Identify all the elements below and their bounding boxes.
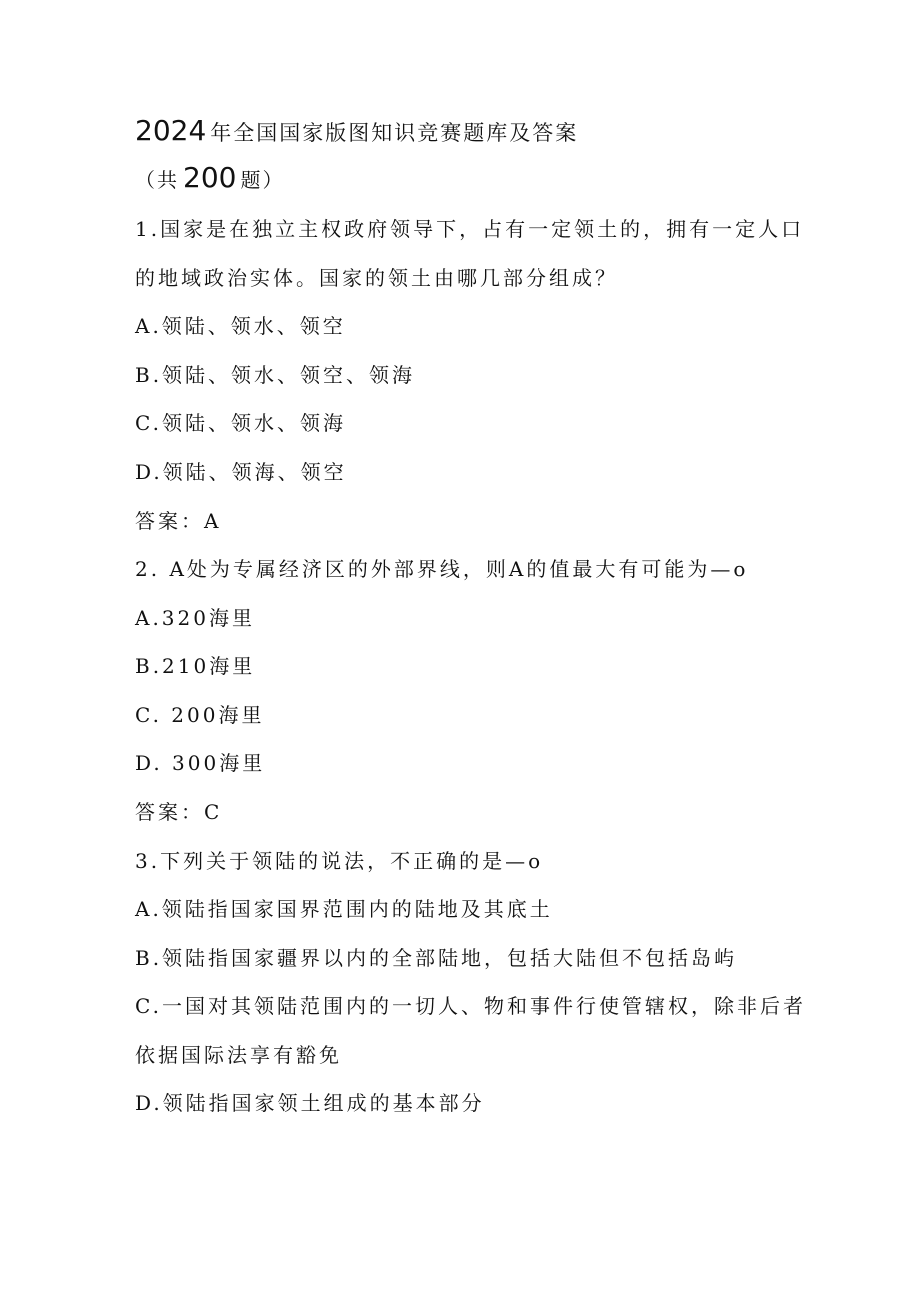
q3-option-c-line2: 依据国际法享有豁免 bbox=[135, 1043, 342, 1067]
q1-option-a: A.领陆、领水、领空 bbox=[135, 314, 346, 338]
title-text: 年全国国家版图知识竞赛题库及答案 bbox=[210, 121, 579, 145]
q3-stem: 3.下列关于领陆的说法，不正确的是—o bbox=[135, 849, 544, 873]
question-count bbox=[135, 160, 284, 200]
q1-option-d: D.领陆、领海、领空 bbox=[135, 460, 347, 484]
q2-option-c: C. 200海里 bbox=[135, 703, 265, 727]
q2-option-a: A.320海里 bbox=[135, 606, 255, 630]
q3-option-c-line1: C.一国对其领陆范围内的一切人、物和事件行使管辖权，除非后者 bbox=[135, 994, 806, 1018]
question-count-number: 200 bbox=[183, 161, 237, 194]
q1-stem-line2: 的地域政治实体。国家的领土由哪几部分组成？ bbox=[135, 266, 618, 290]
q2-stem: 2. A处为专属经济区的外部界线，则A的值最大有可能为—o bbox=[135, 557, 749, 581]
q2-option-d: D. 300海里 bbox=[135, 751, 266, 775]
q1-option-c: C.领陆、领水、领海 bbox=[135, 411, 346, 435]
q3-option-a: A.领陆指国家国界范围内的陆地及其底土 bbox=[135, 897, 553, 921]
q2-answer: 答案：C bbox=[135, 800, 223, 824]
q2-option-b: B.210海里 bbox=[135, 654, 256, 678]
title-year: 2024 bbox=[135, 114, 207, 147]
question-count-suffix: 题） bbox=[240, 168, 285, 192]
q3-option-b: B.领陆指国家疆界以内的全部陆地，包括大陆但不包括岛屿 bbox=[135, 946, 738, 970]
q3-option-d: D.领陆指国家领土组成的基本部分 bbox=[135, 1091, 485, 1115]
document-title bbox=[135, 113, 578, 153]
q1-answer: 答案：A bbox=[135, 509, 222, 533]
q1-stem-line1: 1.国家是在独立主权政府领导下，占有一定领土的，拥有一定人口 bbox=[135, 217, 805, 241]
question-count-prefix: （共 bbox=[135, 168, 179, 192]
q1-option-b: B.领陆、领水、领空、领海 bbox=[135, 363, 416, 387]
